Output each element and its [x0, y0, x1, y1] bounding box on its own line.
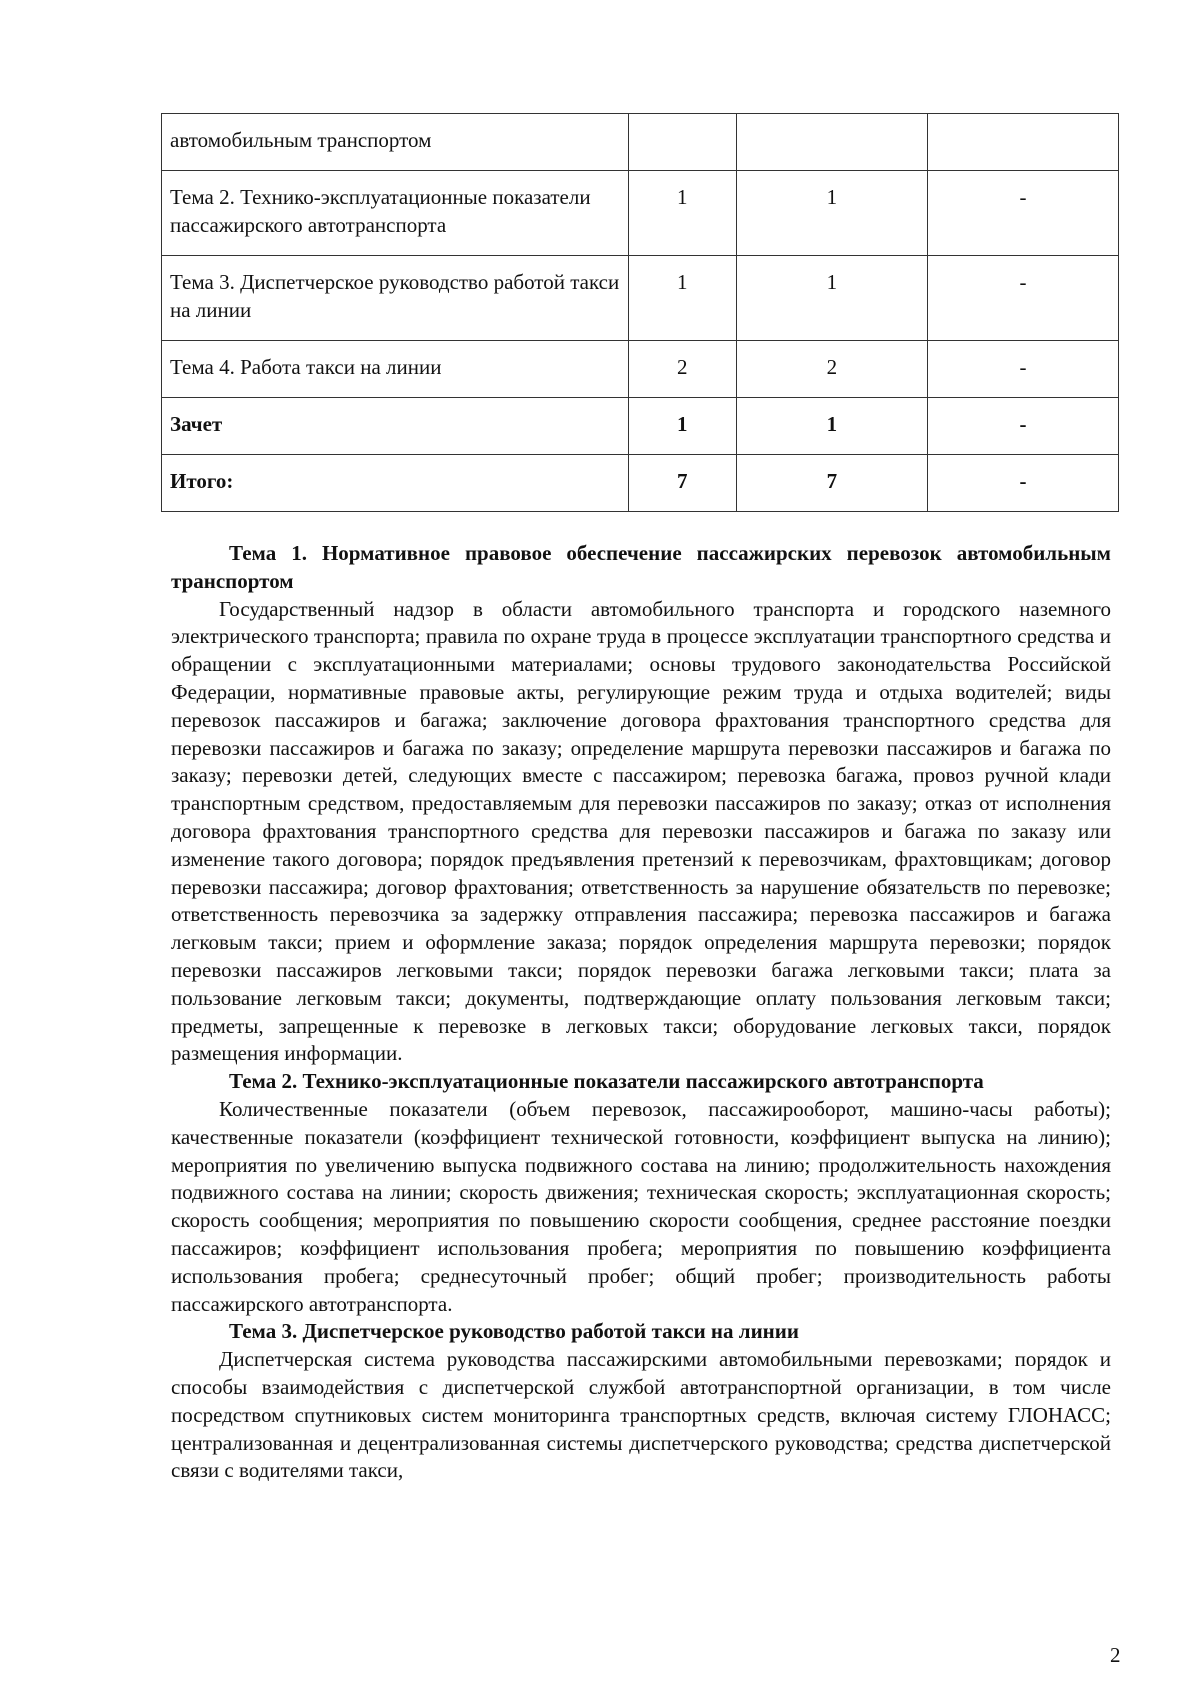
table-row — [162, 398, 1119, 455]
total-hours-cell: 7 — [628, 455, 736, 512]
table-row — [162, 256, 1119, 341]
table-row — [162, 114, 1119, 171]
total-hours-cell: 1 — [628, 256, 736, 341]
practice-hours-cell: - — [927, 171, 1118, 256]
table-row — [162, 341, 1119, 398]
total-hours-cell: 1 — [628, 171, 736, 256]
total-hours-cell: 2 — [628, 341, 736, 398]
table-row — [162, 455, 1119, 512]
section-heading: Тема 1. Нормативное правовое обеспечение пассажирских перевозок автомобильным транспортом — [171, 541, 1111, 593]
table-row — [162, 171, 1119, 256]
topic-cell: автомобильным транспортом — [162, 114, 629, 171]
section-paragraph: Диспетчерская система руководства пассажирскими автомобильными перевозками; порядок и способы взаимодействия с диспетчерской службой автотранспортной организации, в том числе посредством спутниковых систем мониторинга транспортных средств, включая систему ГЛОНАСС; централизованная и децентрализованная системы диспетчерского руководства; средства диспетчерской связи с водителями такси, — [171, 1347, 1111, 1483]
total-hours-cell: 1 — [628, 398, 736, 455]
section-paragraph: Государственный надзор в области автомобильного транспорта и городского наземного электрического транспорта; правила по охране труда в процессе эксплуатации транспортного средства и обращении с эксплуатационными материалами; основы трудового законодательства Российской Федерации, нормативные правовые акты, регулирующие режим труда и отдыха водителей; виды перевозок пассажиров и багажа; заключение договора фрахтования транспортного средства для перевозки пассажиров и багажа по заказу; определение маршрута перевозки пассажиров и багажа по заказу; перевозки детей, следующих вместе с пассажиром; перевозка багажа, провоз ручной клади транспортным средством, предоставляемым для перевозки пассажиров по заказу; отказ от исполнения договора фрахтования транспортного средства для перевозки пассажиров и багажа по заказу или изменение такого договора; порядок предъявления претензий к перевозчикам, фрахтовщикам; договор перевозки пассажира; договор фрахтования; ответственность за нарушение обязательств по перевозке; ответственность перевозчика за задержку отправления пассажира; перевозка пассажиров и багажа легковым такси; прием и оформление заказа; порядок определения маршрута перевозки; порядок перевозки пассажиров легковыми такси; порядок перевозки багажа легковыми такси; плата за пользование легковым такси; документы, подтверждающие оплату пользования легковым такси; предметы, запрещенные к перевозке в легковых такси; оборудование легковых такси, порядок размещения информации. — [171, 596, 1111, 1066]
practice-hours-cell — [927, 114, 1118, 171]
theory-hours-cell: 7 — [736, 455, 927, 512]
section-heading: Тема 3. Диспетчерское руководство работой такси на линии — [229, 1319, 799, 1344]
section-heading: Тема 2. Технико-эксплуатационные показатели пассажирского автотранспорта — [229, 1069, 984, 1094]
theory-hours-cell: 1 — [736, 171, 927, 256]
theory-hours-cell: 1 — [736, 398, 927, 455]
page-number: 2 — [1110, 1643, 1121, 1667]
topic-cell: Тема 2. Технико-эксплуатационные показатели пассажирского автотранспорта — [162, 171, 629, 256]
topic-cell: Итого: — [162, 455, 629, 512]
topic-cell: Тема 4. Работа такси на линии — [162, 341, 629, 398]
topic-cell: Зачет — [162, 398, 629, 455]
total-hours-cell — [628, 114, 736, 171]
practice-hours-cell: - — [927, 455, 1118, 512]
practice-hours-cell: - — [927, 398, 1118, 455]
practice-hours-cell: - — [927, 341, 1118, 398]
course-content — [171, 540, 1111, 1485]
section-paragraph: Количественные показатели (объем перевозок, пассажирооборот, машино-часы работы); качественные показатели (коэффициент технической готовности, коэффициент выпуска на линию); мероприятия по увеличению выпуска подвижного состава на линию; продолжительность нахождения подвижного состава на линии; скорость движения; техническая скорость; эксплуатационная скорость; скорость сообщения; мероприятия по повышению скорости сообщения, среднее расстояние поездки пассажиров; коэффициент использования пробега; мероприятия по повышению коэффициента использования пробега; среднесуточный пробег; общий пробег; производительность работы пассажирского автотранспорта. — [171, 1096, 1111, 1316]
theory-hours-cell: 1 — [736, 256, 927, 341]
practice-hours-cell: - — [927, 256, 1118, 341]
hours-table — [161, 113, 1119, 512]
topic-cell: Тема 3. Диспетчерское руководство работой такси на линии — [162, 256, 629, 341]
theory-hours-cell: 2 — [736, 341, 927, 398]
theory-hours-cell — [736, 114, 927, 171]
